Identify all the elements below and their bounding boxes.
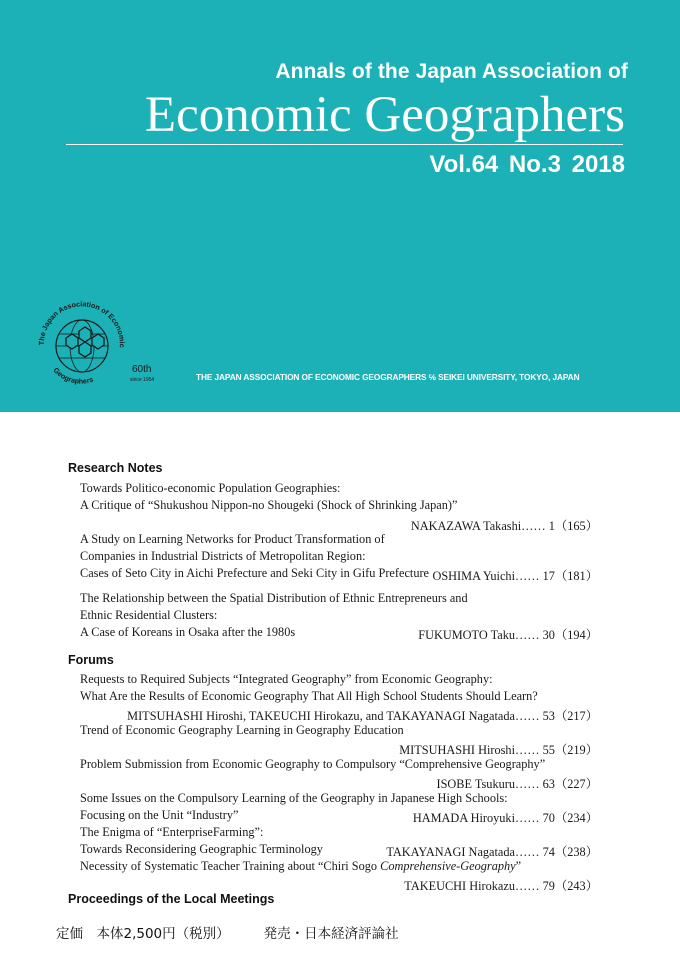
article-title-line: A Case of Koreans in Osaka after the 1980s [80,625,296,639]
article-title-line: Problem Submission from Economic Geography to Compulsory “Comprehensive Geography” [80,757,546,771]
article-title-line: The Enigma of “EnterpriseFarming”: [80,825,264,839]
svg-text:The Japan Association of Econo: The Japan Association of Economic [36,299,127,348]
article-title-line: Towards Politico-economic Population Geographies: [80,481,341,495]
article-title-line: Requests to Required Subjects “Integrated Geography” from Economic Geography: [80,672,493,686]
association-logo [32,298,164,390]
article-title-line: Focusing on the Unit “Industry” [80,808,239,822]
title-divider [66,144,623,145]
article-title-line: What Are the Results of Economic Geography That All High School Students Should Learn? [80,689,538,703]
publisher-line: THE JAPAN ASSOCIATION OF ECONOMIC GEOGRAPHERS ℅ SEIKEI UNIVERSITY, TOKYO, JAPAN [196,372,580,382]
article-title-line: Cases of Seto City in Aichi Prefecture and Seki City in Gifu Prefecture [80,566,430,580]
article-title-line: A Critique of “Shukushou Nippon-no Shougeki (Shock of Shrinking Japan)” [80,498,458,512]
article-title-line: Ethnic Residential Clusters: [80,608,218,622]
section-heading-research-notes: Research Notes [68,461,163,475]
journal-title: Economic Geographers [144,87,625,143]
article-title-italic: Comprehensive-Geography [380,859,516,873]
article-author: ISOBE Tsukuru…… 63（227） [436,777,598,791]
article-title-line: Trend of Economic Geography Learning in Geography Education [80,723,404,737]
article-author: MITSUHASHI Hiroshi…… 55（219） [399,743,598,757]
logo-anniversary: 60th [132,364,152,375]
article-author: MITSUHASHI Hiroshi, TAKEUCHI Hirokazu, and TAKAYANAGI Nagatada…… 53（217） [127,709,598,723]
article-title-line: The Relationship between the Spatial Distribution of Ethnic Entrepreneurs and [80,591,468,605]
journal-subtitle: Annals of the Japan Association of [275,60,628,83]
section-heading-forums: Forums [68,653,114,667]
article-author: NAKAZAWA Takashi…… 1（165） [410,519,598,533]
article-title-line [80,859,521,874]
article-author: OSHIMA Yuichi…… 17（181） [432,569,598,583]
svg-text:Geographers: Geographers [51,365,95,386]
article-title-line: A Study on Learning Networks for Product Transformation of [80,532,385,546]
article-author: TAKEUCHI Hirokazu…… 79（243） [404,879,598,893]
article-title-line: Towards Reconsidering Geographic Terminology [80,842,323,856]
article-title-line: Some Issues on the Compulsory Learning of the Geography in Japanese High Schools: [80,791,508,805]
article-author: TAKAYANAGI Nagatada…… 74（238） [386,845,598,859]
cover-banner [0,0,680,412]
section-heading-proceedings: Proceedings of the Local Meetings [68,892,275,906]
article-title-part: Necessity of Systematic Teacher Training about “Chiri Sogo [80,859,381,873]
volume-issue: Vol.64 No.3 2018 [429,151,625,178]
article-author: HAMADA Hiroyuki…… 70（234） [412,811,598,825]
logo-since: since 1954 [130,377,155,383]
article-author: FUKUMOTO Taku…… 30（194） [418,628,598,642]
sales-label: 発売・日本経済評論社 [263,926,399,942]
article-title-part: ” [515,859,522,873]
article-title-line: Companies in Industrial Districts of Metropolitan Region: [80,549,366,563]
price-line [56,922,433,942]
price-label: 定価 本体2,500円（税別） [56,926,230,942]
